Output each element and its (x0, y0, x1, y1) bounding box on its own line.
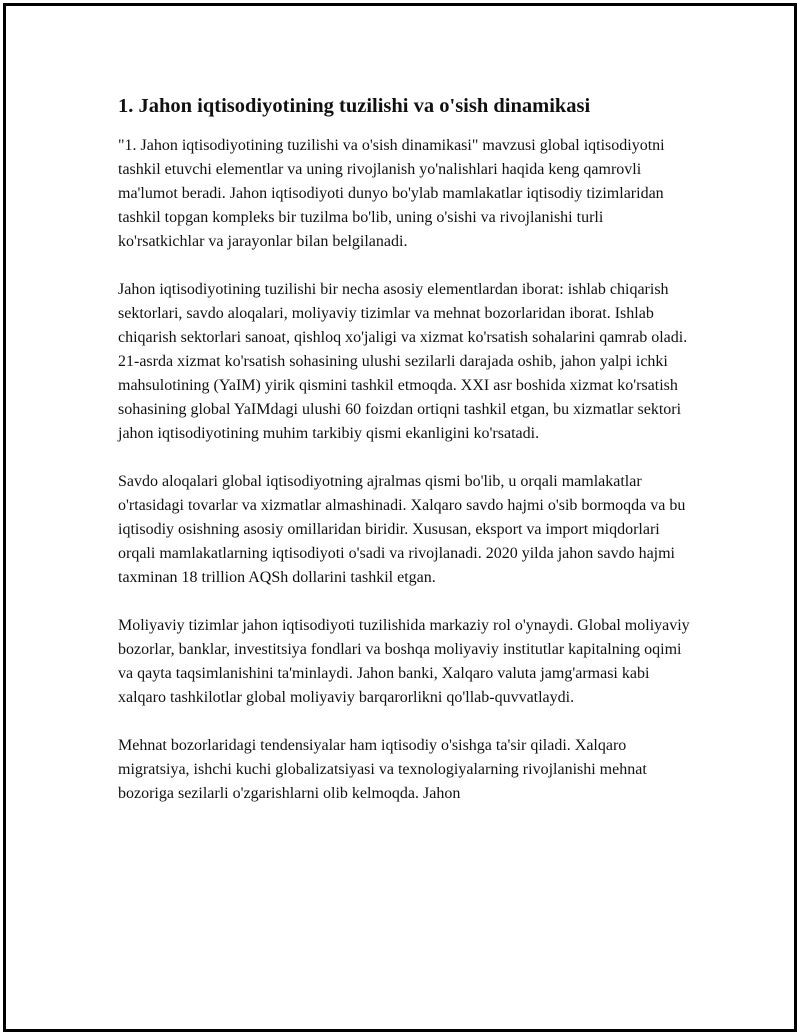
document-title: 1. Jahon iqtisodiyotining tuzilishi va o'sish dinamikasi (118, 95, 591, 117)
paragraph-intro: "1. Jahon iqtisodiyotining tuzilishi va o'sish dinamikasi" mavzusi global iqtisodiyotni tashkil etuvchi elementlar va uning rivojlanish yo'nalishlari haqida keng qamrovli ma'lumot beradi. Jahon iqtisodiyoti dunyo bo'ylab mamlakatlar iqtisodiy tizimlaridan tashkil topgan kompleks bir tuzilma bo'lib, uning o'sishi va rivojlanishi turli ko'rsatkichlar va jarayonlar bilan belgilanadi. (118, 137, 665, 250)
document-body (118, 92, 693, 830)
paragraph-trade: Savdo aloqalari global iqtisodiyotning ajralmas qismi bo'lib, u orqali mamlakatlar o'rtasidagi tovarlar va xizmatlar almashinadi. Xalqaro savdo hajmi o'sib bormoqda va bu iqtisodiy osishning asosiy omillaridan biridir. Xususan, eksport va import miqdorlari orqali mamlakatlarning iqtisodiyoti o'sadi va rivojlanadi. 2020 yilda jahon savdo hajmi taxminan 18 trillion AQSh dollarini tashkil etgan. (118, 473, 686, 586)
paragraph-structure: Jahon iqtisodiyotining tuzilishi bir necha asosiy elementlardan iborat: ishlab chiqarish sektorlari, savdo aloqalari, moliyaviy tizimlar va mehnat bozorlaridan iborat. Ishlab chiqarish sektorlari sanoat, qishloq xo'jaligi va xizmat ko'rsatish sohalarini qamrab oladi. 21-asrda xizmat ko'rsatish sohasining ulushi sezilarli darajada oshib, jahon yalpi ichki mahsulotining (YaIM) yirik qismini tashkil etmoqda. XXI asr boshida xizmat ko'rsatish sohasining global YaIMdagi ulushi 60 foizdan ortiqni tashkil etgan, bu xizmatlar sektori jahon iqtisodiyotining muhim tarkibiy qismi ekanligini ko'rsatadi. (118, 281, 688, 442)
paragraph-labor: Mehnat bozorlaridagi tendensiyalar ham iqtisodiy o'sishga ta'sir qiladi. Xalqaro migratsiya, ishchi kuchi globalizatsiyasi va texnologiyalarning rivojlanishi mehnat bozoriga sezilarli o'zgarishlarni olib kelmoqda. Jahon (118, 737, 647, 802)
paragraph-finance: Moliyaviy tizimlar jahon iqtisodiyoti tuzilishida markaziy rol o'ynaydi. Global moliyaviy bozorlar, banklar, investitsiya fondlari va boshqa moliyaviy institutlar kapitalning oqimi va qayta taqsimlanishini ta'minlaydi. Jahon banki, Xalqaro valuta jamg'armasi kabi xalqaro tashkilotlar global moliyaviy barqarorlikni qo'llab-quvvatlaydi. (118, 617, 690, 706)
